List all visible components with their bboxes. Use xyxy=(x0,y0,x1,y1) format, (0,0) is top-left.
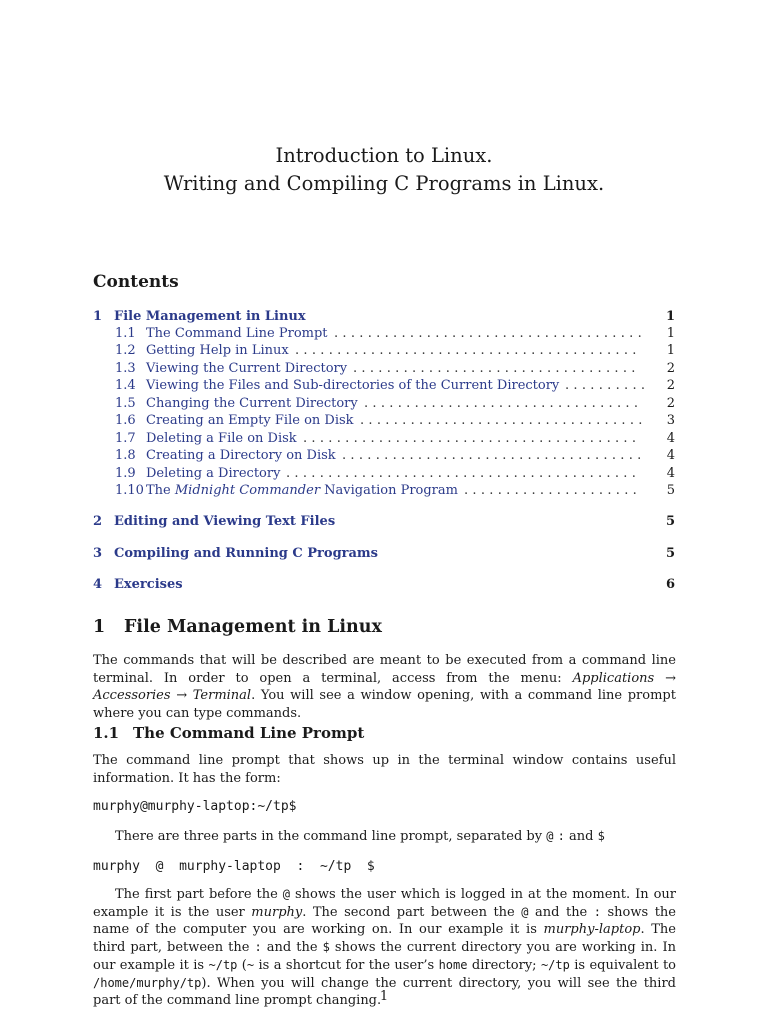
toc-entry[interactable] xyxy=(115,378,675,395)
toc-entry[interactable] xyxy=(115,413,675,430)
para-text: The commands that will be described are meant to be executed from a command line terminal. In order to open a terminal, access from the menu: xyxy=(93,653,676,686)
code-full-path: /home/murphy/tp xyxy=(93,975,202,990)
para-text: ( xyxy=(237,957,247,973)
toc-number: 1.6 xyxy=(115,413,136,428)
toc-title: Creating a Directory on Disk xyxy=(146,448,336,463)
toc-title: Getting Help in Linux xyxy=(146,343,289,358)
code-colon: : xyxy=(254,940,262,955)
section-title: The Command Line Prompt xyxy=(133,724,365,742)
code-path: ~/tp xyxy=(208,957,238,972)
toc-title: File Management in Linux xyxy=(114,309,306,324)
toc-page-number: 5 xyxy=(665,546,675,561)
toc-page-number: 4 xyxy=(666,431,675,446)
code-path: ~/tp xyxy=(540,957,570,972)
toc-number: 1.2 xyxy=(115,343,136,358)
para-text: and the xyxy=(528,904,594,920)
toc-number: 3 xyxy=(93,546,103,561)
toc-leader-dots: ......................................... xyxy=(295,343,641,358)
toc-entry[interactable] xyxy=(115,396,675,413)
toc-entry[interactable] xyxy=(115,326,675,343)
toc-number: 1.3 xyxy=(115,361,136,376)
section-number: 1.1 xyxy=(93,724,120,742)
toc-number: 4 xyxy=(93,577,103,592)
toc-entry[interactable] xyxy=(115,343,675,360)
toc-number: 1.7 xyxy=(115,431,136,446)
para-text: . You will see a window opening, with a command line prompt where you can type commands. xyxy=(93,688,676,722)
para-text: . The second part between the xyxy=(302,904,522,920)
toc-number: 1.8 xyxy=(115,448,136,463)
toc-entry[interactable] xyxy=(93,514,675,531)
para-text: There are three parts in the command line prompt, separated by xyxy=(115,829,547,844)
section-1-heading xyxy=(93,617,382,637)
code-dollar: $ xyxy=(597,829,605,843)
toc-page-number: 4 xyxy=(666,466,675,481)
toc-page-number: 1 xyxy=(666,343,675,358)
para-text: shows the user which is logged in at the moment. In our example it is the user xyxy=(93,887,677,920)
toc-leader-dots: .................................... xyxy=(342,448,646,463)
menu-accessories: Accessories xyxy=(93,688,171,704)
host-name: murphy-laptop xyxy=(543,922,641,938)
code-colon: : xyxy=(593,904,601,919)
code-home: home xyxy=(438,957,468,972)
toc-title xyxy=(146,483,458,498)
code-at: @ xyxy=(282,887,290,901)
toc-entry[interactable] xyxy=(93,309,675,326)
para-text: and xyxy=(564,829,598,844)
toc-title: The Command Line Prompt xyxy=(146,326,328,341)
toc-number: 1.5 xyxy=(115,396,136,411)
toc-leader-dots: .......................................... xyxy=(286,466,641,481)
toc-title: Editing and Viewing Text Files xyxy=(114,514,336,529)
toc-number: 1.4 xyxy=(115,378,136,393)
menu-terminal: Terminal xyxy=(192,688,252,704)
parts-sentence xyxy=(115,829,605,844)
contents-heading: Contents xyxy=(93,272,179,292)
toc-entry[interactable] xyxy=(115,466,675,483)
toc-number: 1 xyxy=(93,309,103,324)
toc-entry[interactable] xyxy=(93,546,675,563)
document-title-line-2: Writing and Compiling C Programs in Linux. xyxy=(163,172,605,195)
toc-leader-dots: ..................................... xyxy=(334,326,646,341)
toc-number: 1.9 xyxy=(115,466,136,481)
toc-title: Deleting a File on Disk xyxy=(146,431,297,446)
toc-leader-dots: ........................................ xyxy=(303,431,641,446)
toc-title-emphasis: Midnight Commander xyxy=(174,483,321,498)
toc-page-number: 1 xyxy=(666,326,675,341)
menu-applications: Applications xyxy=(572,670,655,686)
para-text: The first part before the xyxy=(115,887,283,902)
toc-entry[interactable] xyxy=(115,448,675,465)
toc-title: Creating an Empty File on Disk xyxy=(146,413,354,428)
toc-page-number: 2 xyxy=(666,396,675,411)
arrow: → xyxy=(654,670,676,686)
user-name: murphy xyxy=(251,904,303,920)
toc-title: Deleting a Directory xyxy=(146,466,281,481)
prompt-example: murphy@murphy-laptop:~/tp$ xyxy=(93,799,297,814)
para-text: is equivalent to xyxy=(569,957,677,973)
toc-leader-dots: .......... xyxy=(565,378,650,393)
toc-page-number: 1 xyxy=(665,309,675,324)
toc-title: Viewing the Files and Sub-directories of the Current Directory xyxy=(146,378,560,393)
para-text: shows the current directory you are working in. In our example it is xyxy=(93,940,676,973)
toc-page-number: 3 xyxy=(666,413,675,428)
toc-leader-dots: .................................. xyxy=(353,361,640,376)
toc-leader-dots: .................................. xyxy=(360,413,647,428)
toc-leader-dots: ..................... xyxy=(464,483,642,498)
code-at: @ xyxy=(521,904,529,919)
toc-number: 2 xyxy=(93,514,103,529)
prompt-parts-line: murphy @ murphy-laptop : ~/tp $ xyxy=(93,859,375,874)
toc-page-number: 2 xyxy=(666,378,675,393)
para-text: The command line prompt that shows up in the terminal window contains useful information. It has the form: xyxy=(93,753,676,786)
toc-title: Compiling and Running C Programs xyxy=(114,546,379,561)
section-number: 1 xyxy=(93,617,106,637)
toc-page-number: 5 xyxy=(666,483,675,498)
para-text: is a shortcut for the user’s xyxy=(254,957,439,973)
section-title: File Management in Linux xyxy=(124,617,382,637)
toc-number: 1.10 xyxy=(115,483,144,498)
code-at: @ xyxy=(546,829,554,843)
section-1-1-paragraph xyxy=(93,752,676,787)
toc-title-part: Navigation Program xyxy=(320,483,458,498)
page-number: 1 xyxy=(379,989,389,1004)
para-text: and the xyxy=(261,940,323,956)
toc-entry[interactable] xyxy=(93,577,675,594)
toc-entry[interactable] xyxy=(115,361,675,378)
para-text: shows the name of the computer you are working on. In our example it is xyxy=(93,904,676,938)
para-text: ). When you will change the current directory, you will see the third part of the command line prompt changing. xyxy=(93,975,676,1009)
document-title-line-1: Introduction to Linux. xyxy=(275,144,493,167)
toc-page-number: 5 xyxy=(665,514,675,529)
section-1-1-heading xyxy=(93,724,364,742)
toc-title-part: The xyxy=(146,483,175,498)
toc-entry[interactable] xyxy=(115,483,675,500)
toc-title: Exercises xyxy=(114,577,183,592)
code-dollar: $ xyxy=(322,940,330,955)
toc-number: 1.1 xyxy=(115,326,136,341)
code-colon: : xyxy=(557,829,565,843)
arrow: → xyxy=(170,688,193,704)
code-tilde: ~ xyxy=(246,957,255,972)
para-text: directory; xyxy=(467,957,541,973)
toc-page-number: 2 xyxy=(666,361,675,376)
toc-leader-dots: ................................. xyxy=(364,396,643,411)
toc-title: Viewing the Current Directory xyxy=(146,361,348,376)
toc-page-number: 4 xyxy=(666,448,675,463)
toc-entry[interactable] xyxy=(115,431,675,448)
para-text: . The third part, between the xyxy=(93,922,676,956)
toc-title: Changing the Current Directory xyxy=(146,396,358,411)
section-1-paragraph xyxy=(93,652,676,723)
toc-page-number: 6 xyxy=(665,577,675,592)
